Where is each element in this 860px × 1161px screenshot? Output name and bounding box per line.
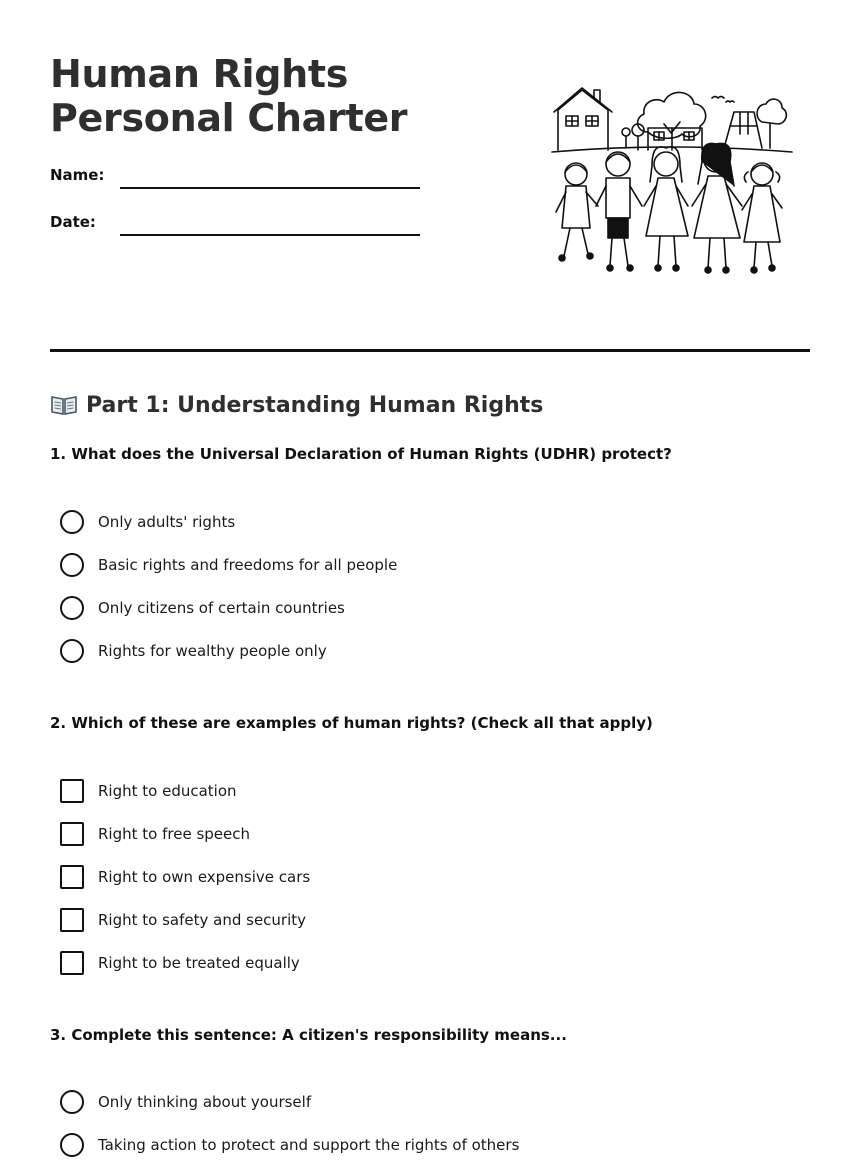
q2-option-1[interactable] <box>60 778 237 804</box>
q2-option-2[interactable] <box>60 821 250 847</box>
radio-button[interactable] <box>60 639 84 663</box>
date-label: Date: <box>50 213 96 231</box>
question-2: 2. Which of these are examples of human rights? (Check all that apply) <box>50 714 653 732</box>
radio-button[interactable] <box>60 553 84 577</box>
option-label: Right to education <box>98 782 237 800</box>
q2-option-3[interactable] <box>60 864 310 890</box>
checkbox[interactable] <box>60 779 84 803</box>
option-label: Only adults' rights <box>98 513 236 531</box>
option-label: Right to safety and security <box>98 911 307 929</box>
q1-option-3[interactable] <box>60 595 345 621</box>
option-label: Taking action to protect and support the rights of others <box>98 1136 520 1154</box>
section-divider <box>50 349 810 352</box>
q3-option-1[interactable] <box>60 1089 311 1115</box>
page-title: Human Rights Personal Charter <box>50 52 408 140</box>
checkbox[interactable] <box>60 822 84 846</box>
part1-title: Part 1: Understanding Human Rights <box>86 392 544 418</box>
radio-button[interactable] <box>60 1133 84 1157</box>
radio-button[interactable] <box>60 1090 84 1114</box>
option-label: Right to free speech <box>98 825 250 843</box>
children-holding-hands-illustration <box>548 82 794 278</box>
q1-option-4[interactable] <box>60 638 327 664</box>
checkbox[interactable] <box>60 951 84 975</box>
question-3: 3. Complete this sentence: A citizen's responsibility means... <box>50 1026 567 1044</box>
open-book-icon <box>50 394 78 416</box>
option-label: Only citizens of certain countries <box>98 599 345 617</box>
q1-option-2[interactable] <box>60 552 397 578</box>
option-label: Basic rights and freedoms for all people <box>98 556 398 574</box>
option-label: Right to own expensive cars <box>98 868 311 886</box>
q3-option-2[interactable] <box>60 1132 519 1158</box>
q1-option-1[interactable] <box>60 509 235 535</box>
checkbox[interactable] <box>60 908 84 932</box>
question-1: 1. What does the Universal Declaration of Human Rights (UDHR) protect? <box>50 445 672 463</box>
radio-button[interactable] <box>60 596 84 620</box>
checkbox[interactable] <box>60 865 84 889</box>
option-label: Right to be treated equally <box>98 954 300 972</box>
part1-heading <box>50 390 543 420</box>
date-field[interactable] <box>120 234 420 236</box>
radio-button[interactable] <box>60 510 84 534</box>
q2-option-5[interactable] <box>60 950 300 976</box>
q2-option-4[interactable] <box>60 907 306 933</box>
name-field[interactable] <box>120 187 420 189</box>
option-label: Rights for wealthy people only <box>98 642 327 660</box>
option-label: Only thinking about yourself <box>98 1093 312 1111</box>
name-label: Name: <box>50 166 105 184</box>
